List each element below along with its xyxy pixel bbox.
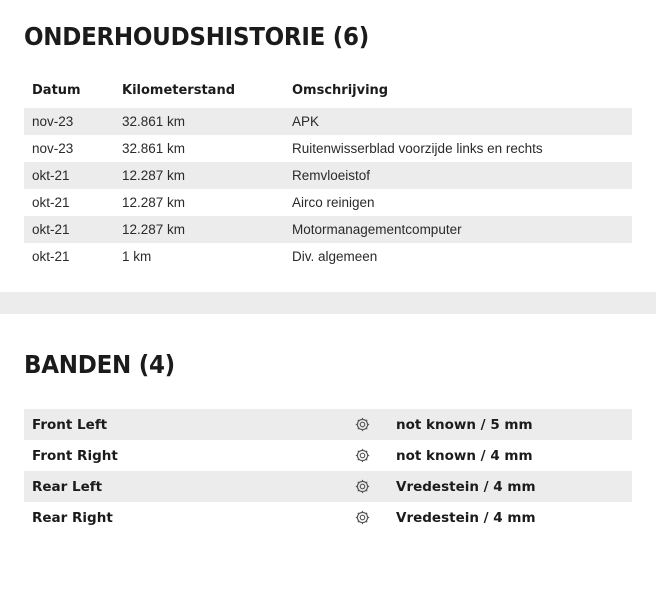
maintenance-table-body <box>24 108 632 270</box>
cell-description: Div. algemeen <box>292 249 378 264</box>
table-row <box>24 189 632 216</box>
cell-mileage: 12.287 km <box>122 168 186 183</box>
tyres-table <box>24 409 632 533</box>
cell-tyre-spec: Vredestein / 4 mm <box>396 478 536 495</box>
maintenance-table-head <box>24 79 632 108</box>
gear-icon <box>354 447 371 464</box>
cell-tyre-position: Front Right <box>32 447 118 464</box>
document-page <box>0 22 656 592</box>
column-header-mileage: Kilometerstand <box>122 83 236 98</box>
table-row <box>24 409 632 440</box>
tyre-gear-icon-cell <box>354 502 388 533</box>
cell-tyre-spec: not known / 5 mm <box>396 416 533 433</box>
cell-date: okt-21 <box>32 168 70 183</box>
table-row <box>24 440 632 471</box>
maintenance-history-title: ONDERHOUDSHISTORIE (6) <box>24 22 370 51</box>
cell-date: nov-23 <box>32 114 74 129</box>
column-header-description: Omschrijving <box>292 83 389 98</box>
section-separator <box>0 292 656 314</box>
tyres-table-body <box>24 409 632 533</box>
gear-icon <box>354 416 371 433</box>
cell-date: okt-21 <box>32 195 70 210</box>
tyre-gear-icon-cell <box>354 440 388 471</box>
cell-description: Ruitenwisserblad voorzijde links en rechts <box>292 141 543 156</box>
table-row <box>24 502 632 533</box>
cell-mileage: 1 km <box>122 249 152 264</box>
cell-mileage: 12.287 km <box>122 222 186 237</box>
cell-mileage: 32.861 km <box>122 114 186 129</box>
cell-date: okt-21 <box>32 222 70 237</box>
maintenance-header-row <box>24 79 632 108</box>
table-row <box>24 471 632 502</box>
tyres-section <box>0 350 656 533</box>
cell-description: Airco reinigen <box>292 195 375 210</box>
table-row <box>24 216 632 243</box>
cell-description: Remvloeistof <box>292 168 371 183</box>
gear-icon <box>354 478 371 495</box>
maintenance-history-table <box>24 79 632 270</box>
gear-icon <box>354 509 371 526</box>
cell-tyre-position: Front Left <box>32 416 108 433</box>
cell-tyre-spec: not known / 4 mm <box>396 447 533 464</box>
cell-date: okt-21 <box>32 249 70 264</box>
tyre-gear-icon-cell <box>354 471 388 502</box>
cell-tyre-spec: Vredestein / 4 mm <box>396 509 536 526</box>
tyres-title: BANDEN (4) <box>24 350 175 379</box>
cell-tyre-position: Rear Right <box>32 509 113 526</box>
table-row <box>24 162 632 189</box>
cell-mileage: 32.861 km <box>122 141 186 156</box>
cell-date: nov-23 <box>32 141 74 156</box>
maintenance-history-section <box>0 22 656 270</box>
table-row <box>24 108 632 135</box>
tyre-gear-icon-cell <box>354 409 388 440</box>
column-header-date: Datum <box>32 83 81 98</box>
table-row <box>24 243 632 270</box>
cell-description: Motormanagementcomputer <box>292 222 462 237</box>
cell-description: APK <box>292 114 320 129</box>
cell-mileage: 12.287 km <box>122 195 186 210</box>
cell-tyre-position: Rear Left <box>32 478 103 495</box>
table-row <box>24 135 632 162</box>
